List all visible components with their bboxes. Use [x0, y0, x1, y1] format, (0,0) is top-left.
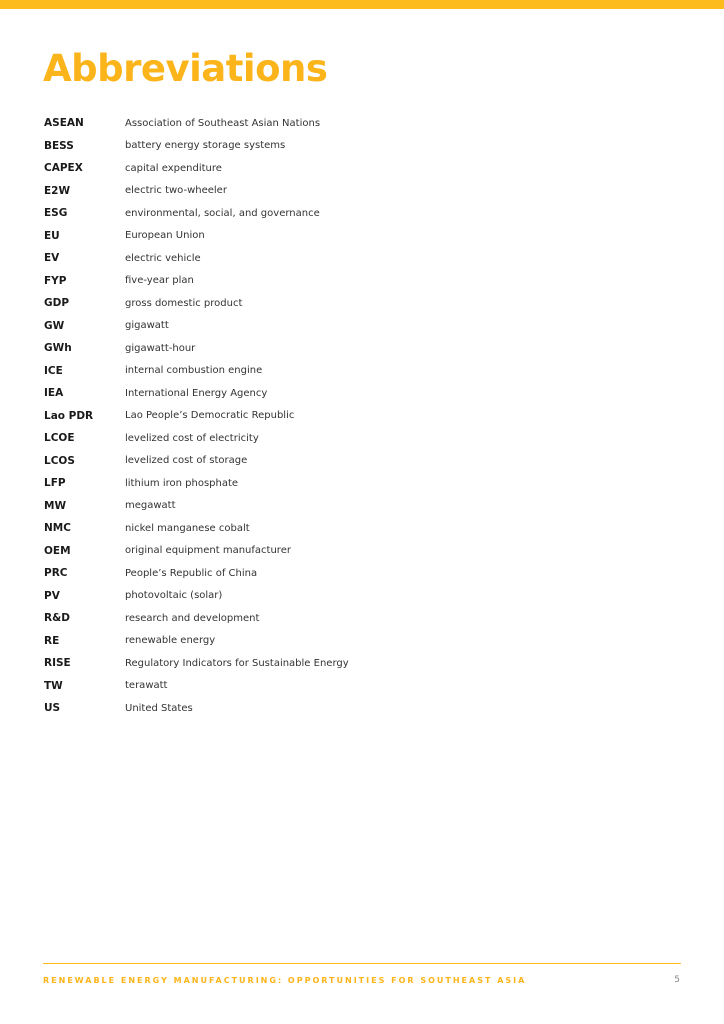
abbreviation-row	[44, 157, 684, 180]
abbreviation-row	[44, 585, 684, 608]
abbreviation-row	[44, 180, 684, 203]
abbreviation-row	[44, 135, 684, 158]
abbreviation-definition: Association of Southeast Asian Nations	[125, 117, 321, 129]
abbreviation-definition: electric vehicle	[125, 252, 201, 264]
abbreviation-term: R&D	[44, 612, 70, 625]
abbreviation-term: IEA	[44, 387, 64, 400]
abbreviation-row	[44, 472, 684, 495]
abbreviation-term: Lao PDR	[44, 409, 94, 422]
abbreviation-definition: gross domestic product	[125, 297, 243, 309]
abbreviation-term: US	[44, 702, 61, 715]
abbreviation-row	[44, 607, 684, 630]
footer-report-title: RENEWABLE ENERGY MANUFACTURING: OPPORTUNITIES FOR SOUTHEAST ASIA	[43, 976, 527, 985]
abbreviation-row	[44, 427, 684, 450]
page-number: 5	[674, 975, 680, 985]
abbreviation-row	[44, 382, 684, 405]
abbreviation-definition: megawatt	[125, 500, 176, 512]
abbreviation-definition: research and development	[125, 612, 260, 624]
abbreviation-definition: International Energy Agency	[125, 387, 268, 399]
abbreviation-term: TW	[44, 679, 63, 692]
abbreviation-term: ICE	[44, 364, 63, 377]
abbreviation-term: PRC	[44, 567, 68, 580]
abbreviation-definition: electric two-wheeler	[125, 185, 227, 197]
abbreviation-row	[44, 360, 684, 383]
abbreviation-definition: internal combustion engine	[125, 365, 263, 377]
abbreviation-definition: Regulatory Indicators for Sustainable Energy	[125, 657, 349, 669]
abbreviation-row	[44, 292, 684, 315]
abbreviation-row	[44, 270, 684, 293]
abbreviation-definition: terawatt	[125, 680, 168, 692]
abbreviation-row	[44, 405, 684, 428]
abbreviation-term: BESS	[44, 139, 74, 152]
abbreviation-term: OEM	[44, 544, 71, 557]
abbreviation-row	[44, 630, 684, 653]
abbreviation-definition: capital expenditure	[125, 162, 222, 174]
abbreviation-term: ASEAN	[44, 117, 84, 130]
abbreviation-row	[44, 202, 684, 225]
abbreviation-definition: European Union	[125, 230, 205, 242]
abbreviation-definition: renewable energy	[125, 635, 216, 647]
abbreviation-term: GW	[44, 319, 65, 332]
abbreviation-row	[44, 697, 684, 720]
abbreviation-row	[44, 247, 684, 270]
abbreviation-term: LCOS	[44, 454, 75, 467]
abbreviation-term: E2W	[44, 184, 71, 197]
abbreviation-definition: gigawatt-hour	[125, 342, 196, 354]
abbreviation-row	[44, 675, 684, 698]
abbreviation-row	[44, 495, 684, 518]
abbreviation-term: GWh	[44, 342, 72, 355]
abbreviation-term: MW	[44, 499, 67, 512]
top-accent-bar	[0, 0, 724, 9]
abbreviation-row	[44, 112, 684, 135]
abbreviation-definition: environmental, social, and governance	[125, 207, 320, 219]
abbreviation-definition: gigawatt	[125, 320, 169, 332]
abbreviation-definition: Lao People’s Democratic Republic	[125, 410, 295, 422]
abbreviation-term: EV	[44, 252, 60, 265]
abbreviation-term: LFP	[44, 477, 66, 490]
abbreviation-row	[44, 315, 684, 338]
abbreviation-definition: original equipment manufacturer	[125, 545, 291, 557]
abbreviation-row	[44, 517, 684, 540]
abbreviation-definition: photovoltaic (solar)	[125, 590, 223, 602]
abbreviation-definition: nickel manganese cobalt	[125, 522, 250, 534]
abbreviation-term: ESG	[44, 207, 68, 220]
page-title: Abbreviations	[43, 47, 328, 90]
abbreviation-term: CAPEX	[44, 162, 83, 175]
abbreviation-definition: United States	[125, 702, 193, 714]
abbreviation-row	[44, 337, 684, 360]
footer-divider	[43, 963, 681, 964]
abbreviation-definition: five-year plan	[125, 275, 194, 287]
abbreviation-term: GDP	[44, 297, 70, 310]
abbreviation-term: NMC	[44, 522, 71, 535]
abbreviation-row	[44, 540, 684, 563]
abbreviation-term: PV	[44, 589, 60, 602]
abbreviation-row	[44, 652, 684, 675]
abbreviation-row	[44, 450, 684, 473]
abbreviation-definition: lithium iron phosphate	[125, 477, 239, 489]
abbreviation-definition: levelized cost of storage	[125, 455, 248, 467]
abbreviation-definition: levelized cost of electricity	[125, 432, 259, 444]
abbreviation-row	[44, 562, 684, 585]
abbreviation-definition: People’s Republic of China	[125, 567, 258, 579]
abbreviation-term: RE	[44, 634, 60, 647]
abbreviation-term: LCOE	[44, 432, 75, 445]
abbreviation-list	[44, 112, 684, 720]
abbreviation-term: FYP	[44, 274, 67, 287]
abbreviation-term: RISE	[44, 657, 71, 670]
abbreviation-row	[44, 225, 684, 248]
abbreviation-term: EU	[44, 229, 60, 242]
abbreviation-definition: battery energy storage systems	[125, 140, 286, 152]
